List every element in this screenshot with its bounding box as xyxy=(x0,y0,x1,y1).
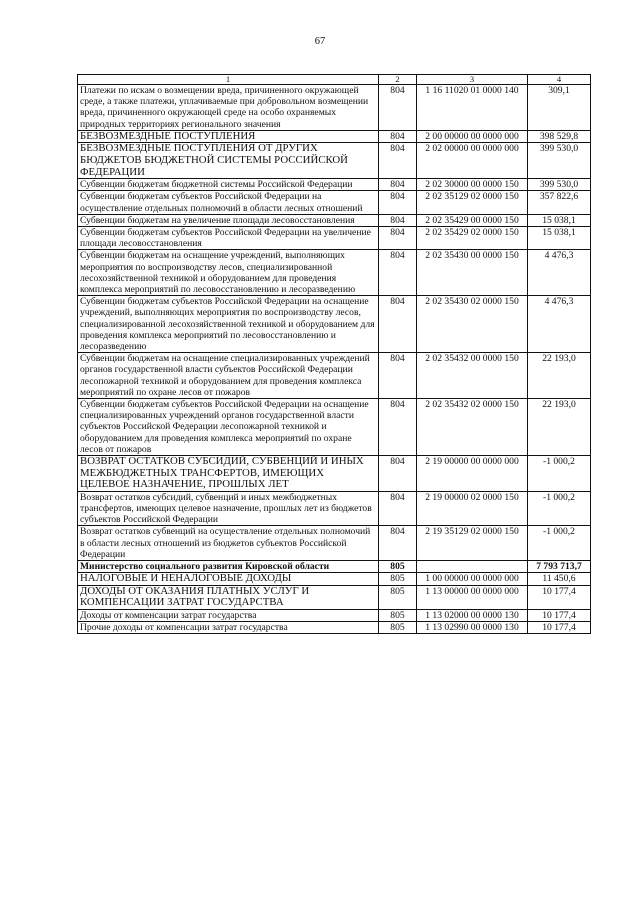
table-row xyxy=(78,227,591,250)
table-row xyxy=(78,491,591,526)
table-row xyxy=(78,399,591,456)
budget-classification-code-cell: 2 00 00000 00 0000 000 xyxy=(417,130,528,143)
table-row xyxy=(78,143,591,179)
administrator-code-cell: 804 xyxy=(379,214,417,226)
budget-classification-code-cell: 2 02 35432 02 0000 150 xyxy=(417,399,528,456)
budget-classification-code-cell: 2 02 30000 00 0000 150 xyxy=(417,179,528,191)
income-name-cell: Субвенции бюджетам субъектов Российской Федерации на оснащение учреждений, выполняющих мероприятия по воспроизводству лесов, специализированной лесохозяйственной техникой и оборудованием для проведения комплекса мероприятий по лесовосстановлению и лесоразведению xyxy=(78,296,379,353)
administrator-code-cell: 804 xyxy=(379,179,417,191)
administrator-code-cell: 804 xyxy=(379,353,417,399)
budget-table xyxy=(77,74,591,634)
amount-cell: 15 038,1 xyxy=(528,227,591,250)
income-name-cell: Министерство социального развития Кировской области xyxy=(78,561,379,573)
table-row xyxy=(78,561,591,573)
column-number-row xyxy=(78,75,591,85)
administrator-code-cell: 804 xyxy=(379,526,417,561)
table-row xyxy=(78,85,591,131)
administrator-code-cell: 805 xyxy=(379,573,417,586)
administrator-code-cell: 804 xyxy=(379,250,417,296)
income-name-cell: Возврат остатков субсидий, субвенций и иных межбюджетных трансфертов, имеющих целевое назначение, прошлых лет из бюджетов субъектов Российской Федерации xyxy=(78,491,379,526)
budget-classification-code-cell: 2 02 35430 00 0000 150 xyxy=(417,250,528,296)
column-number: 4 xyxy=(528,75,591,85)
income-name-cell: ДОХОДЫ ОТ ОКАЗАНИЯ ПЛАТНЫХ УСЛУГ И КОМПЕНСАЦИИ ЗАТРАТ ГОСУДАРСТВА xyxy=(78,585,379,609)
administrator-code-cell: 804 xyxy=(379,491,417,526)
amount-cell: 4 476,3 xyxy=(528,250,591,296)
column-number: 1 xyxy=(78,75,379,85)
amount-cell: 357 822,6 xyxy=(528,191,591,214)
administrator-code-cell: 805 xyxy=(379,610,417,622)
administrator-code-cell: 804 xyxy=(379,143,417,179)
administrator-code-cell: 804 xyxy=(379,456,417,492)
income-name-cell: Прочие доходы от компенсации затрат государства xyxy=(78,622,379,634)
income-name-cell: Субвенции бюджетам на оснащение учреждений, выполняющих мероприятия по воспроизводству лесов, специализированной лесохозяйственной техникой и оборудованием для проведения комплекса мероприятий по лесовосстановлению и лесоразведению xyxy=(78,250,379,296)
column-number: 2 xyxy=(379,75,417,85)
amount-cell: 10 177,4 xyxy=(528,610,591,622)
income-name-cell: БЕЗВОЗМЕЗДНЫЕ ПОСТУПЛЕНИЯ ОТ ДРУГИХ БЮДЖЕТОВ БЮДЖЕТНОЙ СИСТЕМЫ РОССИЙСКОЙ ФЕДЕРАЦИИ xyxy=(78,143,379,179)
budget-classification-code-cell: 2 02 35429 00 0000 150 xyxy=(417,214,528,226)
amount-cell: 399 530,0 xyxy=(528,179,591,191)
amount-cell: 15 038,1 xyxy=(528,214,591,226)
administrator-code-cell: 804 xyxy=(379,296,417,353)
amount-cell: 11 450,6 xyxy=(528,573,591,586)
income-name-cell: Субвенции бюджетам на увеличение площади лесовосстановления xyxy=(78,214,379,226)
administrator-code-cell: 804 xyxy=(379,85,417,131)
budget-classification-code-cell: 2 02 35429 02 0000 150 xyxy=(417,227,528,250)
table-row xyxy=(78,250,591,296)
table-row xyxy=(78,573,591,586)
amount-cell: -1 000,2 xyxy=(528,526,591,561)
administrator-code-cell: 804 xyxy=(379,191,417,214)
amount-cell: 10 177,4 xyxy=(528,585,591,609)
table-row xyxy=(78,456,591,492)
amount-cell: 22 193,0 xyxy=(528,399,591,456)
administrator-code-cell: 804 xyxy=(379,227,417,250)
amount-cell: 10 177,4 xyxy=(528,622,591,634)
budget-classification-code-cell: 2 19 35129 02 0000 150 xyxy=(417,526,528,561)
amount-cell: 398 529,8 xyxy=(528,130,591,143)
table-row xyxy=(78,526,591,561)
amount-cell: 22 193,0 xyxy=(528,353,591,399)
table-row xyxy=(78,214,591,226)
budget-classification-code-cell: 1 00 00000 00 0000 000 xyxy=(417,573,528,586)
table-row xyxy=(78,179,591,191)
table-row xyxy=(78,296,591,353)
administrator-code-cell: 805 xyxy=(379,585,417,609)
budget-classification-code-cell: 1 13 00000 00 0000 000 xyxy=(417,585,528,609)
income-name-cell: Доходы от компенсации затрат государства xyxy=(78,610,379,622)
budget-table-body xyxy=(78,75,591,634)
income-name-cell: Субвенции бюджетам бюджетной системы Российской Федерации xyxy=(78,179,379,191)
income-name-cell: Субвенции бюджетам субъектов Российской Федерации на увеличение площади лесовосстановления xyxy=(78,227,379,250)
amount-cell: 7 793 713,7 xyxy=(528,561,591,573)
budget-classification-code-cell: 2 02 35430 02 0000 150 xyxy=(417,296,528,353)
budget-classification-code-cell xyxy=(417,561,528,573)
income-name-cell: Субвенции бюджетам на оснащение специализированных учреждений органов государственной власти субъектов Российской Федерации лесопожарной техникой и оборудованием для проведения комплекса мероприятий по охране лесов от пожаров xyxy=(78,353,379,399)
amount-cell: -1 000,2 xyxy=(528,491,591,526)
administrator-code-cell: 804 xyxy=(379,399,417,456)
administrator-code-cell: 805 xyxy=(379,622,417,634)
budget-classification-code-cell: 2 02 35129 02 0000 150 xyxy=(417,191,528,214)
budget-classification-code-cell: 2 19 00000 02 0000 150 xyxy=(417,491,528,526)
amount-cell: 309,1 xyxy=(528,85,591,131)
budget-classification-code-cell: 2 02 00000 00 0000 000 xyxy=(417,143,528,179)
page-number: 67 xyxy=(314,36,326,47)
amount-cell: 399 530,0 xyxy=(528,143,591,179)
income-name-cell: БЕЗВОЗМЕЗДНЫЕ ПОСТУПЛЕНИЯ xyxy=(78,130,379,143)
income-name-cell: Возврат остатков субвенций на осуществление отдельных полномочий в области лесных отношений из бюджетов субъектов Российской Федерации xyxy=(78,526,379,561)
administrator-code-cell: 805 xyxy=(379,561,417,573)
income-name-cell: Субвенции бюджетам субъектов Российской Федерации на оснащение специализированных учреждений органов государственной власти субъектов Российской Федерации лесопожарной техникой и оборудованием для проведения комплекса мероприятий по охране лесов от пожаров xyxy=(78,399,379,456)
budget-classification-code-cell: 2 19 00000 00 0000 000 xyxy=(417,456,528,492)
table-row xyxy=(78,353,591,399)
table-row xyxy=(78,610,591,622)
budget-classification-code-cell: 1 16 11020 01 0000 140 xyxy=(417,85,528,131)
column-number: 3 xyxy=(417,75,528,85)
table-row xyxy=(78,191,591,214)
income-name-cell: ВОЗВРАТ ОСТАТКОВ СУБСИДИЙ, СУБВЕНЦИЙ И ИНЫХ МЕЖБЮДЖЕТНЫХ ТРАНСФЕРТОВ, ИМЕЮЩИХ ЦЕЛЕВОЕ НАЗНАЧЕНИЕ, ПРОШЛЫХ ЛЕТ xyxy=(78,456,379,492)
table-row xyxy=(78,130,591,143)
income-name-cell: Субвенции бюджетам субъектов Российской Федерации на осуществление отдельных полномочий в области лесных отношений xyxy=(78,191,379,214)
income-name-cell: Платежи по искам о возмещении вреда, причиненного окружающей среде, а также платежи, уплачиваемые при добровольном возмещении вреда, причиненного окружающей среде на особо охраняемых природных территориях регионального значения xyxy=(78,85,379,131)
table-row xyxy=(78,622,591,634)
administrator-code-cell: 804 xyxy=(379,130,417,143)
budget-classification-code-cell: 1 13 02000 00 0000 130 xyxy=(417,610,528,622)
amount-cell: 4 476,3 xyxy=(528,296,591,353)
budget-classification-code-cell: 1 13 02990 00 0000 130 xyxy=(417,622,528,634)
table-row xyxy=(78,585,591,609)
amount-cell: -1 000,2 xyxy=(528,456,591,492)
income-name-cell: НАЛОГОВЫЕ И НЕНАЛОГОВЫЕ ДОХОДЫ xyxy=(78,573,379,586)
budget-classification-code-cell: 2 02 35432 00 0000 150 xyxy=(417,353,528,399)
